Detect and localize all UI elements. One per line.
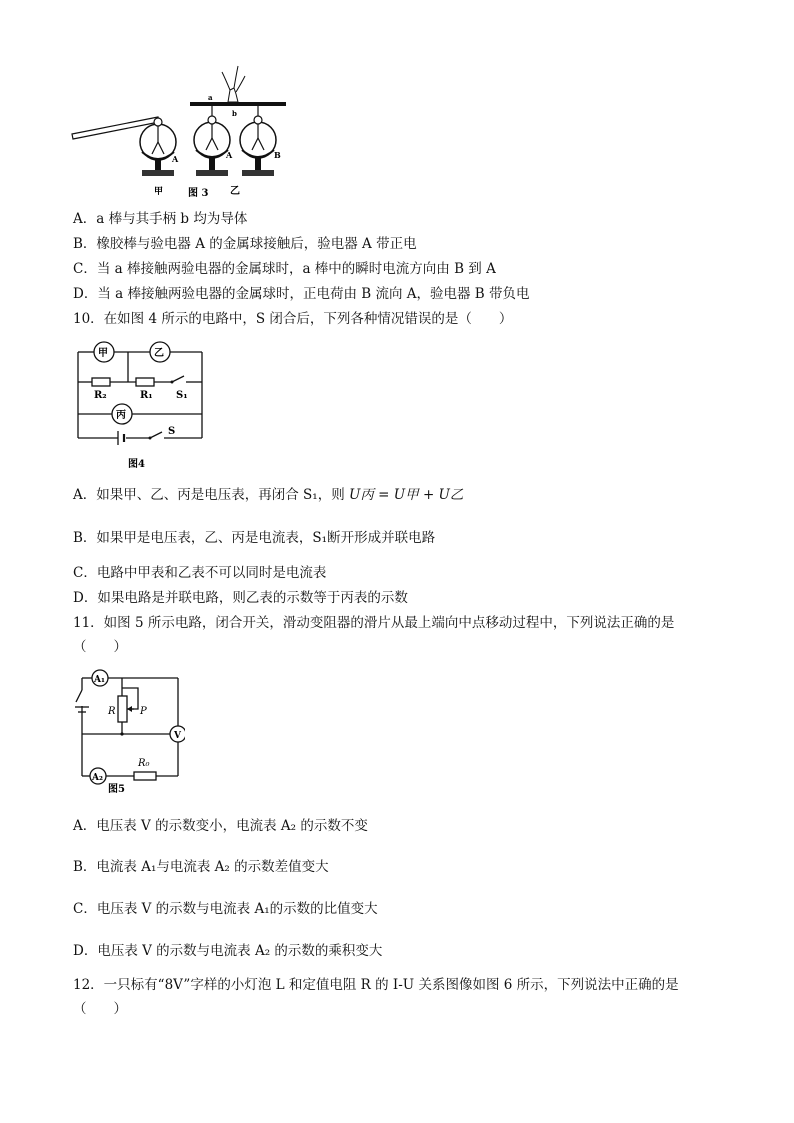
label-b: b [232, 109, 237, 118]
label-B: B [274, 150, 281, 160]
q9-option-b: B．橡胶棒与验电器 A 的金属球接触后，验电器 A 带正电 [73, 236, 417, 252]
figure-4 [72, 338, 212, 473]
label-S: S [168, 426, 176, 437]
label-R2: R₂ [94, 390, 107, 401]
q10-option-a-text: A．如果甲、乙、丙是电压表，再闭合 S₁，则 [73, 487, 345, 503]
label-S1: S₁ [176, 390, 188, 401]
meter-A1: A₁ [94, 675, 105, 685]
label-R0: R₀ [138, 758, 150, 769]
label-R: R [108, 706, 116, 717]
label-yi: 乙 [230, 186, 240, 197]
q9-option-c: C．当 a 棒接触两验电器的金属球时，a 棒中的瞬时电流方向由 B 到 A [73, 261, 496, 277]
meter-yi: 乙 [154, 348, 164, 359]
figure-4-caption: 图4 [128, 459, 145, 470]
figure-5-caption: 图5 [108, 784, 125, 795]
q12-paren: （ ） [73, 1001, 127, 1017]
q9-option-a: A．a 棒与其手柄 b 均为导体 [73, 211, 248, 227]
q10-option-a-equation: U丙 = U甲 + U乙 [349, 487, 464, 503]
label-R1: R₁ [140, 390, 153, 401]
q10-option-c: C．电路中甲表和乙表不可以同时是电流表 [73, 565, 327, 581]
meter-bing: 丙 [116, 410, 126, 421]
figure-5 [70, 666, 185, 796]
label-A-jia: A [172, 154, 179, 164]
q11-option-b: B．电流表 A₁与电流表 A₂ 的示数差值变大 [73, 859, 329, 875]
label-P: P [140, 706, 147, 717]
q10-option-d: D．如果电路是并联电路，则乙表的示数等于丙表的示数 [73, 590, 408, 606]
q10-option-b: B．如果甲是电压表，乙、丙是电流表，S₁断开形成并联电路 [73, 530, 436, 546]
figure-3 [70, 62, 290, 202]
q10-option-a [73, 486, 463, 504]
q11-stem: 11．如图 5 所示电路，闭合开关，滑动变阻器的滑片从最上端向中点移动过程中，下列说法正确的是 [73, 615, 675, 631]
q11-option-c: C．电压表 V 的示数与电流表 A₁的示数的比值变大 [73, 901, 378, 917]
meter-jia: 甲 [98, 348, 108, 359]
label-a: a [208, 93, 213, 102]
meter-V: V [174, 731, 181, 741]
label-figure-3: 图 3 [188, 188, 209, 199]
q10-stem: 10．在如图 4 所示的电路中，S 闭合后，下列各种情况错误的是（ ） [73, 311, 513, 327]
q11-paren: （ ） [73, 639, 127, 655]
q11-option-d: D．电压表 V 的示数与电流表 A₂ 的示数的乘积变大 [73, 943, 383, 959]
meter-A2: A₂ [92, 773, 103, 783]
label-jia: 甲 [154, 187, 164, 197]
q12-stem: 12．一只标有“8V”字样的小灯泡 L 和定值电阻 R 的 I-U 关系图像如图 6 所示，下列说法中正确的是 [73, 977, 679, 993]
q9-option-d: D．当 a 棒接触两验电器的金属球时，正电荷由 B 流向 A，验电器 B 带负电 [73, 286, 530, 302]
q11-option-a: A．电压表 V 的示数变小，电流表 A₂ 的示数不变 [73, 818, 368, 834]
label-A-yi: A [226, 150, 233, 160]
